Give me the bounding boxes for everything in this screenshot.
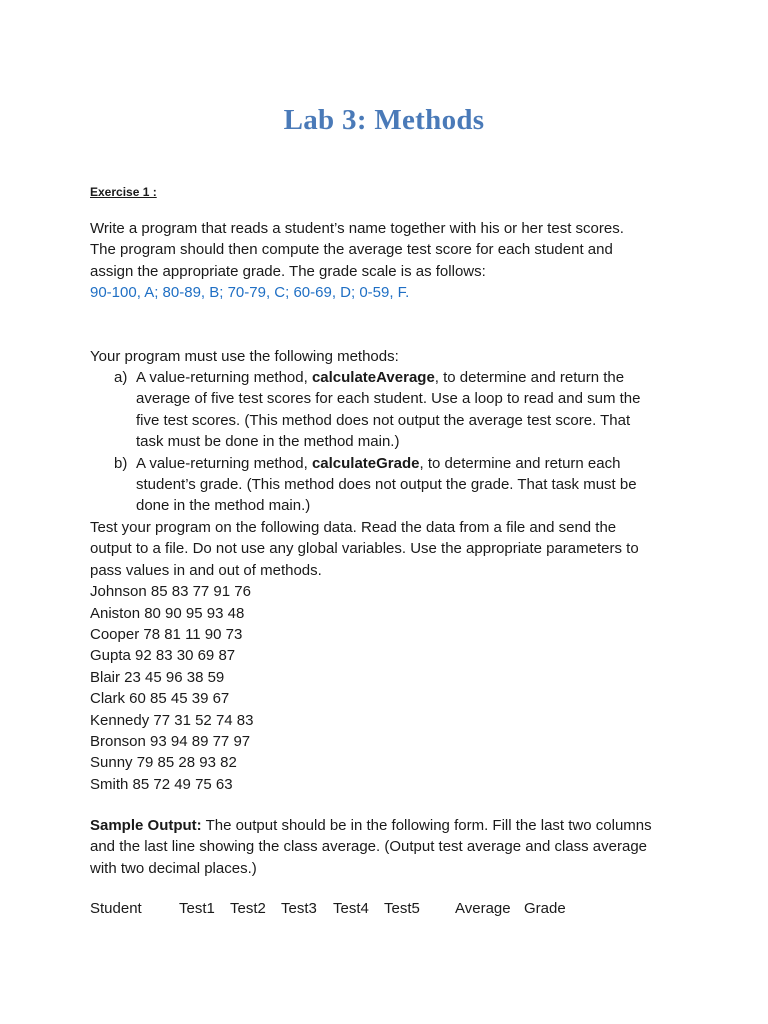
list-item: [114, 453, 694, 517]
data-row: Cooper 78 81 11 90 73: [90, 626, 243, 644]
exercise-label: Exercise 1 :: [90, 185, 157, 199]
data-row: Kennedy 77 31 52 74 83: [90, 711, 254, 729]
methods-intro-paragraph: [90, 346, 690, 367]
list-item: [114, 367, 694, 453]
method-text: , to determine and return each: [419, 454, 621, 472]
data-row: Smith 85 72 49 75 63: [90, 775, 233, 793]
test-line: Test your program on the following data. Read the data from a file and send the: [90, 519, 617, 536]
method-text: done in the method main.): [136, 497, 311, 515]
data-row: Gupta 92 83 30 69 87: [90, 647, 236, 665]
intro-paragraph: [90, 218, 690, 304]
list-marker: b): [114, 454, 128, 472]
sample-output-text: with two decimal places.): [90, 859, 257, 877]
data-row: Aniston 80 90 95 93 48: [90, 604, 245, 622]
column-header-average: Average: [455, 900, 511, 917]
column-header-test2: Test2: [230, 900, 266, 917]
column-header-test5: Test5: [384, 900, 420, 917]
test-line: output to a file. Do not use any global variables. Use the appropriate parameters to: [90, 540, 639, 558]
data-row: Johnson 85 83 77 91 76: [90, 583, 251, 601]
column-header-test4: Test4: [333, 900, 369, 917]
test-line: pass values in and out of methods.: [90, 561, 322, 579]
list-marker: a): [114, 369, 128, 386]
method-name: calculateGrade: [311, 454, 420, 472]
sample-output-label: Sample Output:: [90, 817, 202, 834]
sample-output-paragraph: [90, 815, 690, 879]
methods-list: [114, 367, 694, 517]
data-row: Bronson 93 94 89 77 97: [90, 733, 251, 751]
intro-line: The program should then compute the average test score for each student and: [90, 241, 613, 259]
data-row: Sunny 79 85 28 93 82: [90, 754, 237, 772]
column-header-student: Student: [90, 900, 142, 917]
data-row: Blair 23 45 96 38 59: [90, 668, 225, 686]
intro-line: Write a program that reads a student’s name together with his or her test scores.: [90, 220, 624, 237]
method-text: student’s grade. (This method does not output the grade. That task must be: [136, 476, 637, 494]
method-prefix: A value-returning method,: [136, 369, 312, 386]
method-text: task must be done in the method main.): [136, 433, 400, 451]
method-name: calculateAverage: [311, 369, 435, 386]
sample-output-text: and the last line showing the class average. (Output test average and class average: [90, 838, 647, 856]
data-row: Clark 60 85 45 39 67: [90, 690, 230, 708]
page-title: Lab 3: Methods: [283, 104, 485, 136]
grade-scale: 90-100, A; 80-89, B; 70-79, C; 60-69, D; 0-59, F.: [90, 284, 410, 302]
method-prefix: A value-returning method,: [136, 454, 312, 472]
methods-intro: Your program must use the following methods:: [90, 348, 399, 365]
column-header-grade: Grade: [524, 900, 566, 917]
method-text: average of five test scores for each student. Use a loop to read and sum the: [136, 390, 641, 408]
column-header-test3: Test3: [281, 900, 317, 917]
method-text: five test scores. (This method does not output the average test score. That: [136, 411, 631, 429]
sample-output-text: The output should be in the following form. Fill the last two columns: [201, 817, 652, 834]
intro-line: assign the appropriate grade. The grade scale is as follows:: [90, 262, 486, 280]
column-header-test1: Test1: [179, 900, 215, 917]
method-text: , to determine and return the: [434, 369, 625, 386]
test-paragraph: [90, 517, 690, 795]
